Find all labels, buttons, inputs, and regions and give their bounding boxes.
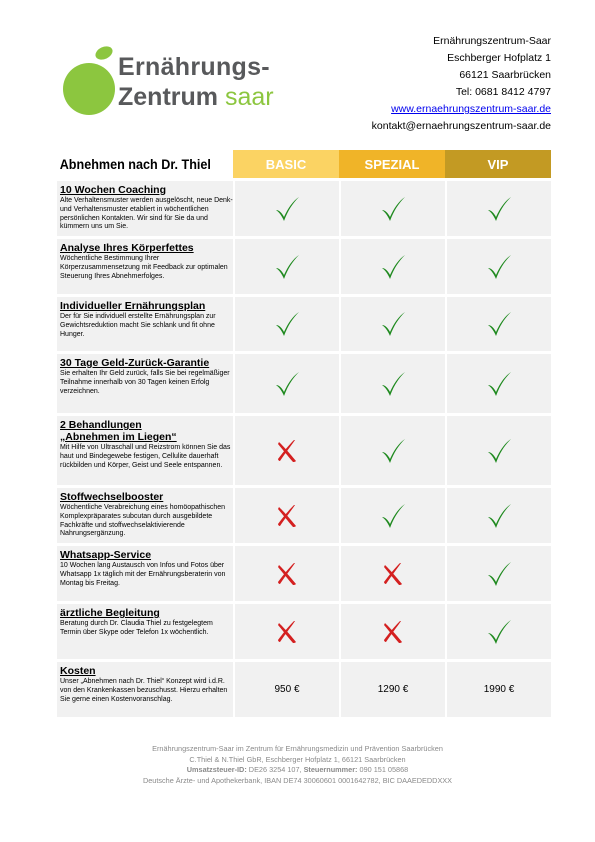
- contact-phone: Tel: 0681 8412 4797: [455, 86, 551, 98]
- feature-row: [57, 294, 551, 351]
- cross-icon: [233, 485, 339, 543]
- feature-title: Stoffwechselbooster: [60, 491, 164, 503]
- footer-line2: C.Thiel & N.Thiel GbR, Eschberger Hofplatz 1, 66121 Saarbrücken: [189, 754, 406, 764]
- feature-text: Wöchentliche Verabreichung eines homöopathischen Komplexpräparates subcutan durch ausgebildete Fachkräfte und stoffwechselaktivierende Nahrungsergänzung.: [60, 504, 225, 538]
- feature-title-line2: „Abnehmen im Liegen“: [60, 431, 177, 443]
- feature-row: [57, 485, 551, 543]
- feature-text: Beratung durch Dr. Claudia Thiel zu festgelegtem Termin über Skype oder Telefon 1x wöchentlich.: [60, 620, 213, 636]
- check-icon: [233, 294, 339, 351]
- price-spezial: 1290 €: [339, 659, 445, 717]
- feature-text: 10 Wochen lang Austausch von Infos und Fotos über Whatsapp 1x täglich mit der Ernährungsberaterin von Montag bis Freitag.: [60, 562, 226, 587]
- website-link[interactable]: www.ernaehrungszentrum-saar.de: [391, 103, 551, 115]
- logo-text-line1: Ernährungs-: [118, 53, 270, 81]
- feature-row: [57, 601, 551, 659]
- price-basic: 950 €: [233, 659, 339, 717]
- contact-name: Ernährungszentrum-Saar: [433, 35, 551, 47]
- footer-tax-line: [0, 765, 595, 776]
- contact-block: [372, 33, 551, 135]
- feature-title: Analyse Ihres Körperfettes: [60, 242, 194, 254]
- logo: [58, 45, 278, 115]
- feature-title: Whatsapp-Service: [60, 549, 152, 561]
- feature-title: 10 Wochen Coaching: [60, 184, 166, 196]
- feature-text: Mit Hilfe von Ultraschall und Reizstrom können Sie das haut und Bindegewebe festigen, Cellulite dauerhaft rückbilden und Körper, Geist und Seele entspannen.: [60, 444, 231, 469]
- cross-icon: [233, 543, 339, 601]
- contact-email[interactable]: kontakt@ernaehrungszentrum-saar.de: [371, 120, 551, 132]
- cost-text: Unser „Abnehmen nach Dr. Thiel“ Konzept wird i.d.R. von den Krankenkassen bezuschusst. Hierzu erhalten Sie gerne einen Kostenvoranschlag.: [60, 678, 228, 703]
- price-vip: 1990 €: [445, 659, 551, 717]
- feature-row: [57, 178, 551, 236]
- cost-row: [57, 659, 551, 717]
- cross-icon: [233, 601, 339, 659]
- cost-title: Kosten: [60, 665, 96, 677]
- footer-line1: Ernährungszentrum-Saar im Zentrum für Ernährungsmedizin und Prävention Saarbrücken: [152, 744, 443, 753]
- cross-icon: [339, 543, 445, 601]
- check-icon: [233, 178, 339, 236]
- feature-row: [57, 351, 551, 413]
- feature-text: Alte Verhaltensmuster werden ausgelöscht, neue Denk- und Verhaltensmuster etabliert in wöchentlichen persönlichen Kontakten. Wir sind für Sie da und kümmern uns um Sie.: [60, 197, 233, 231]
- feature-title: 30 Tage Geld-Zurück-Garantie: [60, 357, 210, 369]
- feature-text: Sie erhalten Ihr Geld zurück, falls Sie bei regelmäßiger Teilnahme innerhalb von 30 Tagen keinen Erfolg verzeichnen.: [60, 370, 230, 395]
- cross-icon: [339, 601, 445, 659]
- logo-text-saar: saar: [224, 83, 274, 111]
- taxnum-label: Steuernummer:: [303, 765, 358, 775]
- feature-text: Der für Sie individuell erstellte Ernährungsplan zur Gewichtsreduktion macht Sie schlank und fit ohne Hunger.: [60, 313, 216, 338]
- footer: [0, 744, 595, 787]
- check-icon: [339, 178, 445, 236]
- contact-city: 66121 Saarbrücken: [459, 69, 551, 81]
- check-icon: [445, 413, 551, 485]
- tax-value: DE26 3254 107,: [246, 765, 304, 775]
- tax-label: Umsatzsteuer-ID:: [186, 765, 247, 775]
- footer-line4: Deutsche Ärzte- und Apothekerbank, IBAN DE74 30060601 0001642782, BIC DAAEDEDDXXX: [142, 776, 453, 786]
- check-icon: [445, 543, 551, 601]
- feature-row: [57, 413, 551, 485]
- column-vip: VIP: [445, 150, 551, 178]
- check-icon: [445, 601, 551, 659]
- feature-rows: [57, 178, 551, 717]
- check-icon: [445, 236, 551, 294]
- table-title: Abnehmen nach Dr. Thiel: [59, 156, 211, 172]
- feature-row: [57, 543, 551, 601]
- check-icon: [339, 236, 445, 294]
- check-icon: [339, 294, 445, 351]
- check-icon: [445, 294, 551, 351]
- check-icon: [445, 178, 551, 236]
- column-basic: BASIC: [233, 150, 339, 178]
- cross-icon: [233, 413, 339, 485]
- check-icon: [233, 236, 339, 294]
- feature-title: Individueller Ernährungsplan: [60, 300, 206, 312]
- feature-text: Wöchentliche Bestimmung Ihrer Körperzusammensetzung mit Feedback zur optimalen Steuerung Ihres Abnehmerfolges.: [60, 255, 228, 280]
- feature-title: 2 Behandlungen: [60, 419, 142, 431]
- check-icon: [445, 351, 551, 413]
- logo-text-line2: [118, 83, 274, 112]
- check-icon: [339, 351, 445, 413]
- apple-logo-icon: [58, 45, 116, 115]
- check-icon: [233, 351, 339, 413]
- check-icon: [339, 485, 445, 543]
- check-icon: [339, 413, 445, 485]
- column-spezial: SPEZIAL: [339, 150, 445, 178]
- taxnum-value: 090 151 05868: [357, 765, 409, 775]
- logo-text-zentrum: Zentrum: [118, 83, 218, 111]
- contact-street: Eschberger Hofplatz 1: [447, 52, 551, 64]
- feature-row: [57, 236, 551, 294]
- comparison-table: [57, 150, 551, 717]
- check-icon: [445, 485, 551, 543]
- feature-title: ärztliche Begleitung: [60, 607, 160, 619]
